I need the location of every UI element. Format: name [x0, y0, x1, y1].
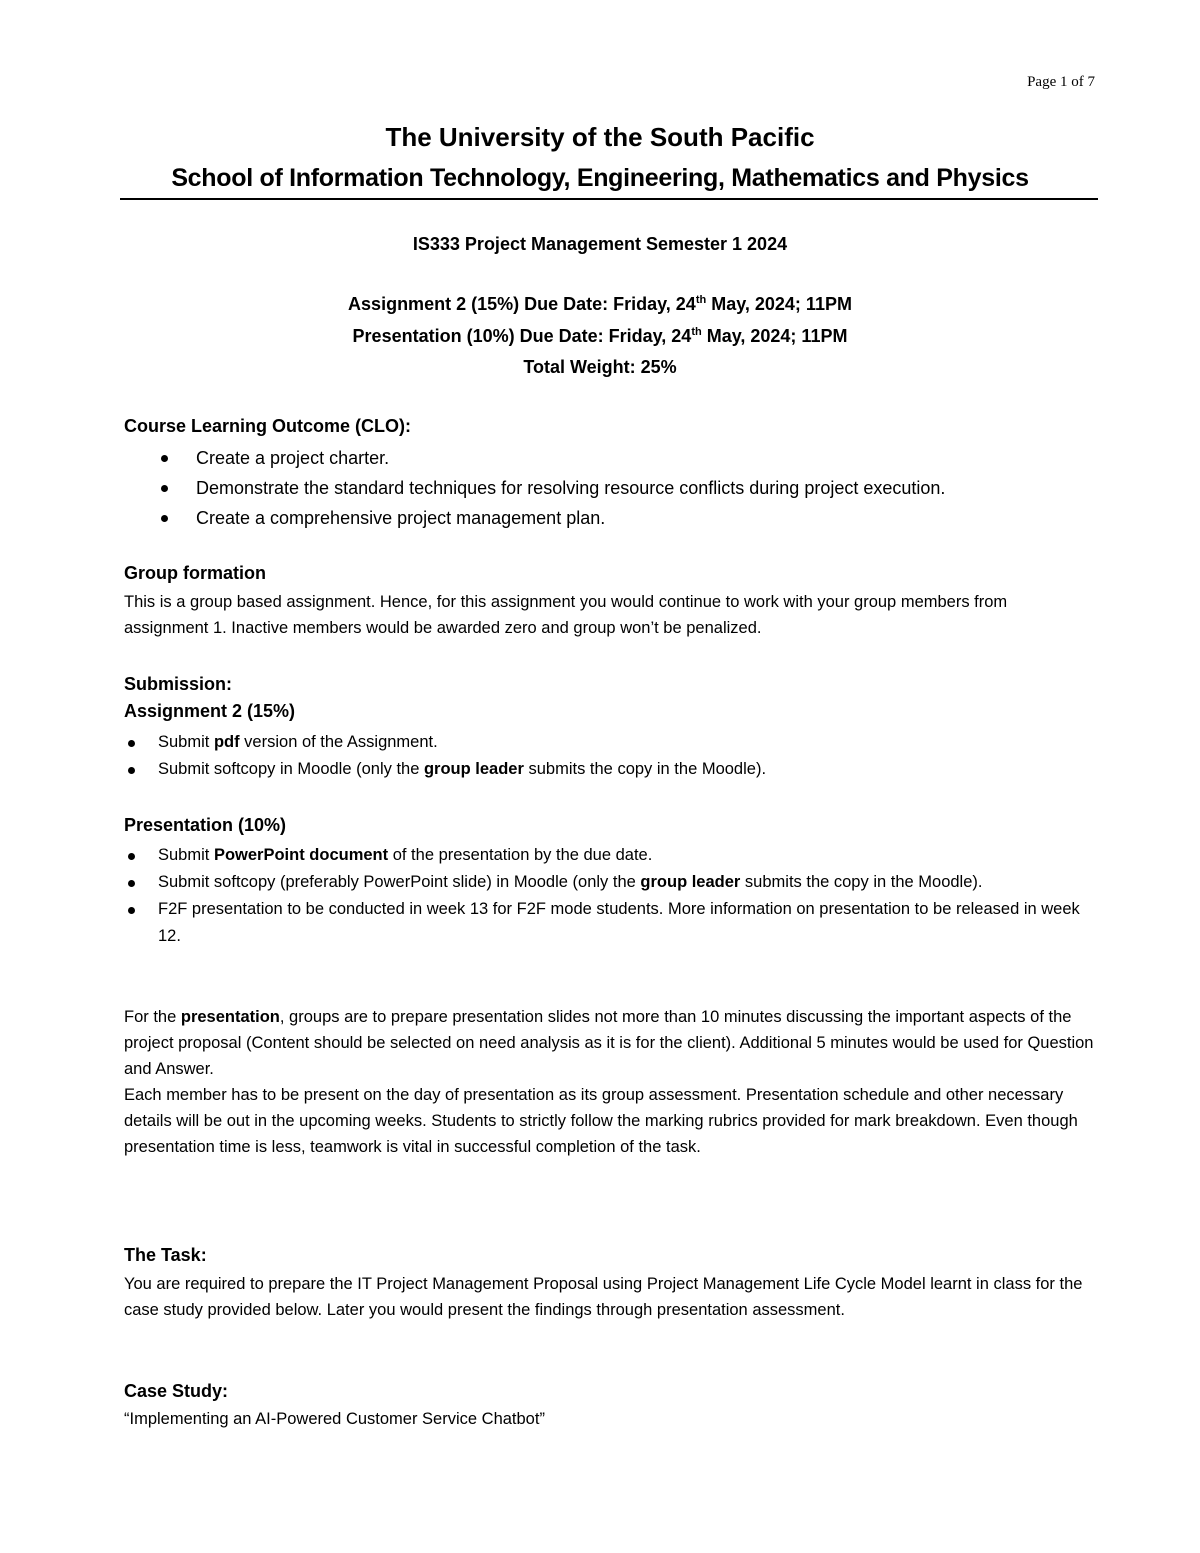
assignment-submission-heading: Assignment 2 (15%) — [124, 701, 296, 721]
case-study-title: “Implementing an AI-Powered Customer Service Chatbot” — [124, 1410, 545, 1428]
total-weight: Total Weight: 25% — [523, 357, 677, 377]
page-number: Page 1 of 7 — [1027, 74, 1095, 90]
bullet-icon — [161, 455, 168, 462]
submission-heading: Submission: — [124, 674, 233, 694]
bullet-icon — [128, 853, 135, 860]
university-title: The University of the South Pacific — [385, 122, 815, 152]
presentation-due-line: Presentation (10%) Due Date: Friday, 24th May, 2024; 11PM — [352, 326, 848, 346]
clo-item: Demonstrate the standard techniques for resolving resource conflicts during project execution. — [124, 473, 1114, 503]
clo-item: Create a project charter. — [124, 443, 1114, 473]
presentation-submission-list — [124, 842, 1104, 950]
task-heading: The Task: — [124, 1245, 207, 1265]
list-item: Submit pdf version of the Assignment. — [124, 729, 1104, 756]
presentation-requirements-paragraph: Each member has to be present on the day of presentation as its group assessment. Presentation schedule and other necessary details will be out in the upcoming weeks. Students to strictly follow the marking rubrics provided for mark breakdown. Even though presentation time is less, teamwork is vital in successful completion of the task. — [124, 1086, 1078, 1156]
task-text: You are required to prepare the IT Project Management Proposal using Project Management Life Cycle Model learnt in class for the case study provided below. Later you would present the findings through presentation assessment. — [124, 1275, 1083, 1319]
school-title: School of Information Technology, Engineering, Mathematics and Physics — [171, 164, 1029, 192]
presentation-submission-heading: Presentation (10%) — [124, 815, 287, 835]
bullet-icon — [128, 740, 135, 747]
bullet-icon — [128, 880, 135, 887]
group-formation-text: This is a group based assignment. Hence, for this assignment you would continue to work with your group members from assignment 1. Inactive members would be awarded zero and group won’t be penalized. — [124, 593, 1008, 637]
bullet-icon — [161, 485, 168, 492]
clo-heading: Course Learning Outcome (CLO): — [124, 416, 412, 436]
course-title: IS333 Project Management Semester 1 2024 — [412, 234, 788, 254]
list-item: Submit softcopy (preferably PowerPoint slide) in Moodle (only the group leader submits the copy in the Moodle). — [124, 869, 1104, 896]
clo-list — [124, 443, 1114, 533]
list-item: Submit PowerPoint document of the presentation by the due date. — [124, 842, 1104, 869]
case-study-heading: Case Study: — [124, 1381, 229, 1401]
bullet-icon — [128, 767, 135, 774]
list-item: Submit softcopy in Moodle (only the group leader submits the copy in the Moodle). — [124, 756, 1104, 783]
assignment-due-line: Assignment 2 (15%) Due Date: Friday, 24th May, 2024; 11PM — [348, 294, 852, 314]
group-formation-heading: Group formation — [124, 563, 266, 583]
clo-item: Create a comprehensive project management plan. — [124, 503, 1114, 533]
bullet-icon — [128, 907, 135, 914]
list-item: F2F presentation to be conducted in week 13 for F2F mode students. More information on presentation to be released in week 12. — [124, 896, 1104, 950]
presentation-details-paragraph: For the presentation, groups are to prepare presentation slides not more than 10 minutes discussing the important aspects of the project proposal (Content should be selected on need analysis as it is for the client). Additional 5 minutes would be used for Question and Answer. — [124, 1008, 1094, 1078]
assignment-submission-list — [124, 729, 1104, 783]
header-divider — [120, 198, 1098, 200]
bullet-icon — [161, 515, 168, 522]
